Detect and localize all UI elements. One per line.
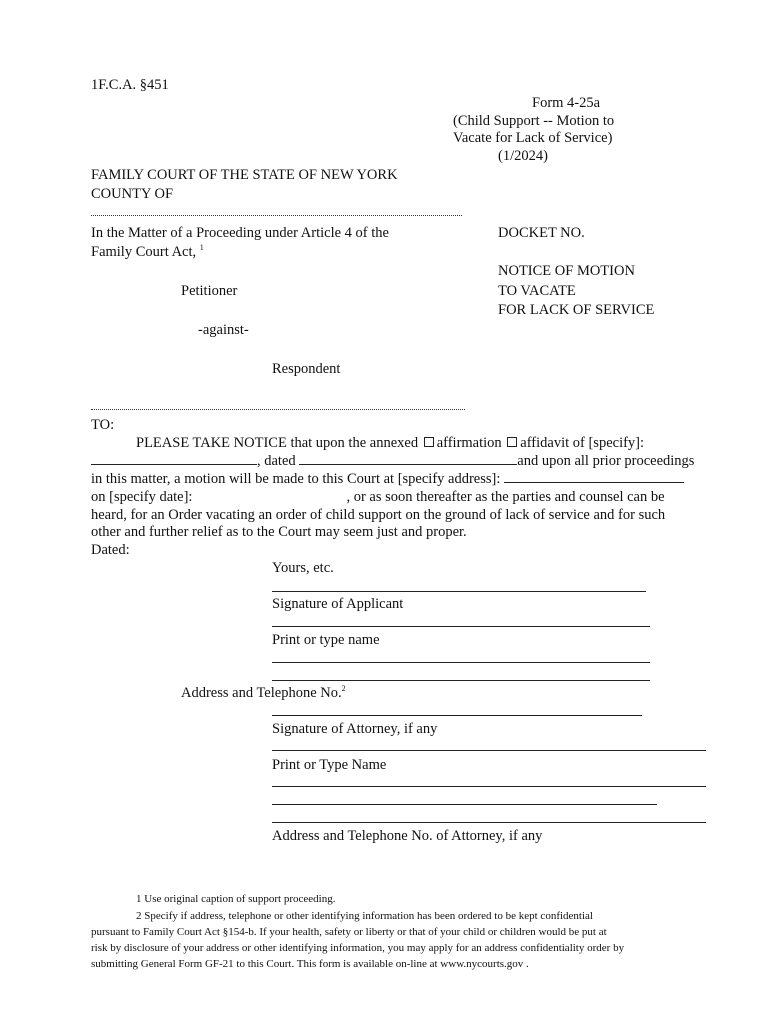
attorney-address-line-2[interactable] <box>272 804 657 805</box>
attorney-address-line-1[interactable] <box>272 786 706 787</box>
form-description-line-1: (Child Support -- Motion to <box>453 113 615 129</box>
to-label: TO: <box>91 417 115 433</box>
respondent-label: Respondent <box>272 361 341 377</box>
applicant-signature-line[interactable] <box>272 591 646 592</box>
applicant-address-line-2[interactable] <box>272 680 650 681</box>
footnote-ref-1: 1 <box>199 243 204 252</box>
footnote-2-line-1: 2 Specify if address, telephone or other identifying information has been ordered to be kept confidential <box>136 910 593 922</box>
county-label: COUNTY OF <box>91 186 174 202</box>
signature-of-attorney-label: Signature of Attorney, if any <box>272 721 438 737</box>
attorney-address-label: Address and Telephone No. of Attorney, if any <box>272 828 543 844</box>
caption-top-divider <box>91 215 462 216</box>
applicant-address-line-1[interactable] <box>272 662 650 663</box>
form-date: (1/2024) <box>498 148 548 164</box>
notice-paragraph-line-1: PLEASE TAKE NOTICE that upon the annexed affirmation affidavit of [specify]: <box>136 435 645 451</box>
dated-field[interactable] <box>299 452 517 465</box>
applicant-name-line[interactable] <box>272 626 650 627</box>
notice-paragraph-line-3: in this matter, a motion will be made to this Court at [specify address]: <box>91 470 684 488</box>
matter-line-1: In the Matter of a Proceeding under Article 4 of the <box>91 225 389 241</box>
docket-number-label: DOCKET NO. <box>498 225 585 241</box>
matter-line-2: Family Court Act, $^1$ <box>91 243 204 260</box>
document-title-line-2: TO VACATE <box>498 283 576 299</box>
footnote-ref-2: 2 <box>341 684 346 693</box>
document-title-line-3: FOR LACK OF SERVICE <box>498 302 655 318</box>
form-description-line-2: Vacate for Lack of Service) <box>453 130 613 146</box>
notice-paragraph-line-2: , dated and upon all prior proceedings <box>91 452 694 470</box>
court-name: FAMILY COURT OF THE STATE OF NEW YORK <box>91 167 398 183</box>
signature-of-applicant-label: Signature of Applicant <box>272 596 404 612</box>
yours-etc: Yours, etc. <box>272 560 334 576</box>
notice-paragraph-line-6: other and further relief as to the Court may seem just and proper. <box>91 524 467 540</box>
notice-paragraph-line-4: on [specify date]: , or as soon thereafter as the parties and counsel can be <box>91 489 665 505</box>
caption-bottom-divider <box>91 409 465 410</box>
petitioner-label: Petitioner <box>181 283 238 299</box>
attorney-address-line-3[interactable] <box>272 822 706 823</box>
against-label: -against- <box>198 322 249 338</box>
dated-label: Dated: <box>91 542 130 558</box>
affirmation-checkbox[interactable] <box>424 437 434 447</box>
print-type-name-label: Print or Type Name <box>272 757 387 773</box>
document-title-line-1: NOTICE OF MOTION <box>498 263 635 279</box>
footnote-2-line-4: submitting General Form GF-21 to this Court. This form is available on-line at www.nycourts.gov . <box>91 958 529 970</box>
footnote-1: 1 Use original caption of support proceeding. <box>136 893 336 905</box>
notice-paragraph-line-5: heard, for an Order vacating an order of child support on the ground of lack of service and for such <box>91 507 666 523</box>
print-name-label: Print or type name <box>272 632 380 648</box>
affidavit-specify-field[interactable] <box>91 452 257 465</box>
footnote-2-line-3: risk by disclosure of your address or other identifying information, you may apply for an address confidentiality order by <box>91 942 625 954</box>
attorney-name-line[interactable] <box>272 750 706 751</box>
footnote-2-line-2: pursuant to Family Court Act §154-b. If your health, safety or liberty or that of your child or children would be put at <box>91 926 607 938</box>
affidavit-checkbox[interactable] <box>507 437 517 447</box>
form-number: Form 4-25a <box>532 95 601 111</box>
address-telephone-label: Address and Telephone No.$^2$ <box>181 684 346 701</box>
statute-reference: 1F.C.A. §451 <box>91 77 169 93</box>
address-field[interactable] <box>504 470 684 483</box>
attorney-signature-line[interactable] <box>272 715 642 716</box>
